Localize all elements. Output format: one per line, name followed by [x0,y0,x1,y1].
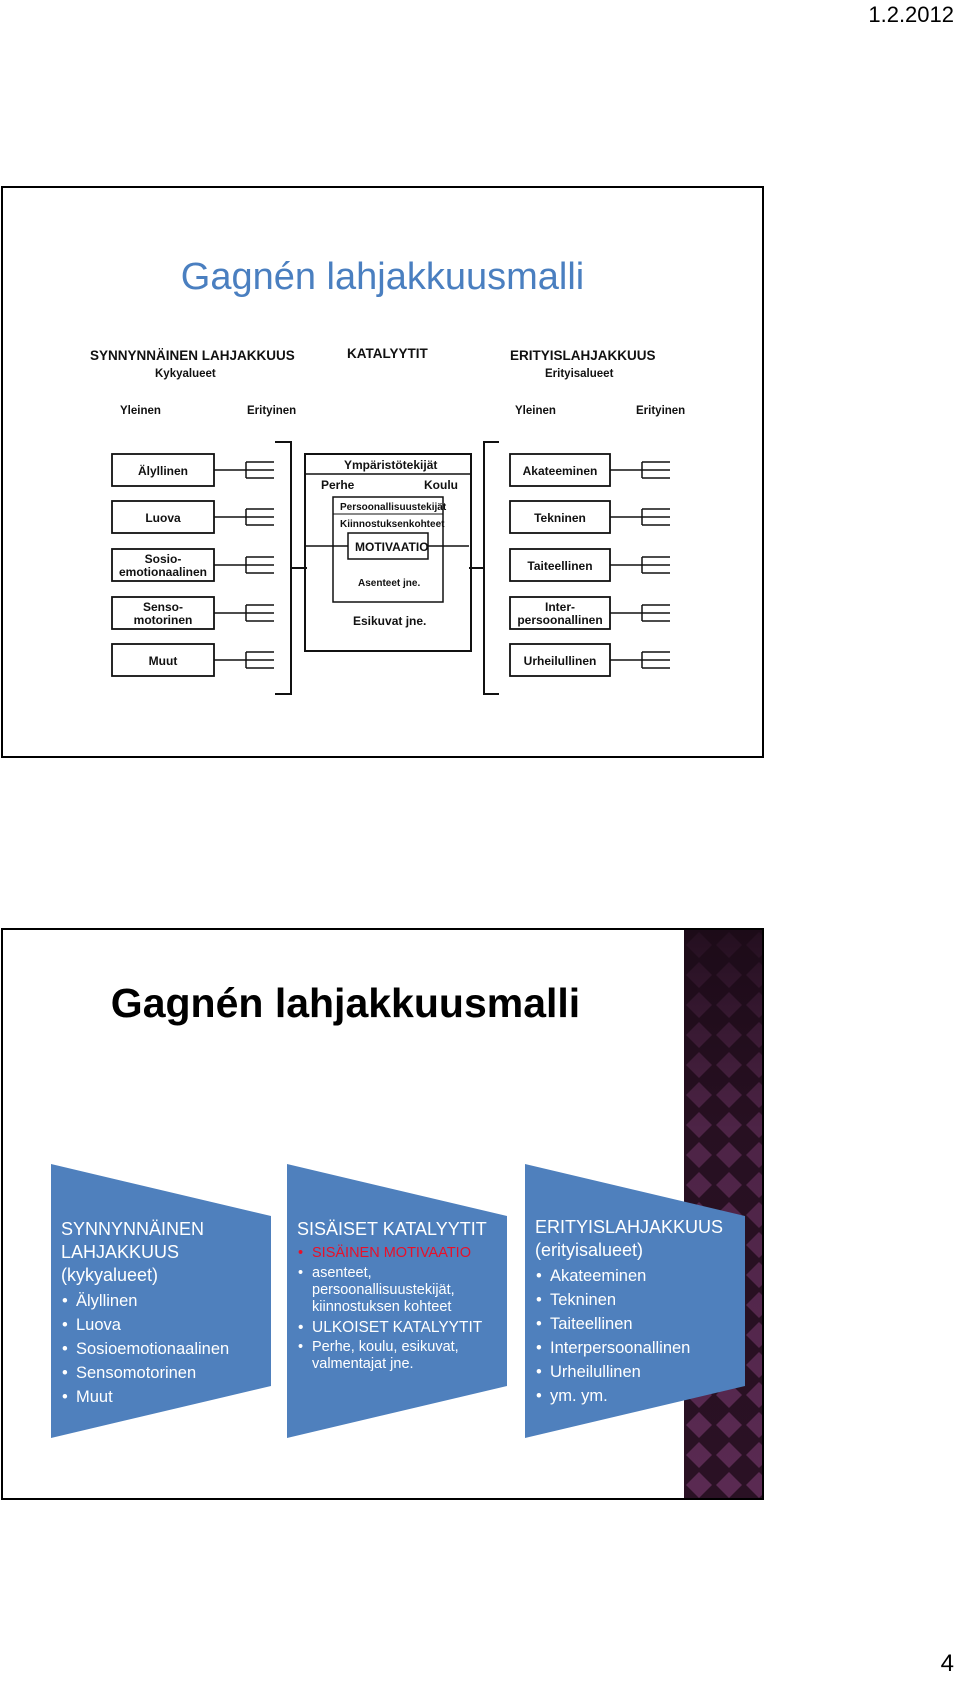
header-catalysts: KATALYYTIT [347,346,428,361]
list-item: • Perhe, koulu, esikuvat, valmentajat jne. [297,1339,499,1373]
ability-box-label-4: motorinen [133,613,193,627]
label-right-specific: Erityinen [636,405,686,417]
slide-2 [1,928,764,1500]
column-innate-giftedness [51,1164,271,1438]
left-ability-boxes [112,454,274,676]
talent-box-label-2: Tekninen [534,511,586,525]
list-item: • ym. ym. [535,1384,737,1408]
list-item: • Taiteellinen [535,1312,737,1336]
ability-box-label-4: Senso- [142,600,184,614]
column-catalysts [287,1164,507,1438]
header-innate-giftedness: SYNNYNNÄINEN LAHJAKKUUS [90,348,295,363]
label-school: Koulu [424,478,458,492]
column-1-heading: SYNNYNNÄINEN LAHJAKKUUS (kykyalueet) [61,1219,205,1285]
page-date: 1.2.2012 [868,2,954,27]
label-interests: Kiinnostuksenkohteet [340,519,445,530]
ability-box-label-2: Luova [145,511,181,525]
ability-box-label-3: emotionaalinen [118,565,208,579]
label-family: Perhe [321,478,355,492]
list-item: • asenteet, persoonallisuustekijät, kiinnostuksen kohteet [297,1265,499,1316]
talent-box-label-3: Taiteellinen [527,559,593,573]
label-personality: Persoonallisuustekijät [340,502,447,513]
label-models: Esikuvat jne. [353,614,427,628]
list-item: • Muut [61,1385,263,1409]
list-item: • Tekninen [535,1288,737,1312]
talent-box-label-1: Akateeminen [522,464,598,478]
list-item: • Sensomotorinen [61,1361,263,1385]
list-item: • Sosioemotionaalinen [61,1337,263,1361]
label-motivation: MOTIVAATIO [355,540,429,554]
list-item: • Urheilullinen [535,1360,737,1384]
label-left-general: Yleinen [120,405,161,417]
slide-2-title: Gagnén lahjakkuusmalli [110,980,581,1026]
talent-box-label-5: Urheilullinen [523,654,597,668]
list-item: • Akateeminen [535,1264,737,1288]
label-attitudes: Asenteet jne. [358,578,421,589]
page-number: 4 [940,1650,954,1677]
label-left-specific: Erityinen [247,405,297,417]
ability-box-label-5: Muut [148,654,178,668]
list-item: • ULKOISET KATALYYTIT [297,1319,499,1336]
column-special-talent [525,1164,745,1438]
list-item: • Älyllinen [61,1289,263,1313]
column-3-heading: ERITYISLAHJAKKUUS (erityisalueet) [535,1217,724,1260]
right-talent-boxes [510,454,670,676]
column-2-heading: SISÄISET KATALYYTIT [297,1219,487,1239]
gagne-model-diagram [3,188,762,756]
label-environment: Ympäristötekijät [344,458,438,472]
list-item: • Interpersoonallinen [535,1336,737,1360]
slide-1-title: Gagnén lahjakkuusmalli [180,256,585,298]
list-item-highlight: • SISÄINEN MOTIVAATIO [297,1243,499,1263]
talent-box-label-4: Inter- [545,600,575,614]
label-right-general: Yleinen [515,405,556,417]
talent-box-label-4: persoonallinen [517,613,603,627]
ability-box-label-1: Älyllinen [137,464,189,478]
list-item: • Luova [61,1313,263,1337]
header-ability-domains: Kykyalueet [155,368,216,380]
ability-box-label-3: Sosio- [144,552,182,566]
slide-1 [1,186,764,758]
header-special-talent: ERITYISLAHJAKKUUS [510,348,656,363]
header-talent-fields: Erityisalueet [545,368,614,380]
